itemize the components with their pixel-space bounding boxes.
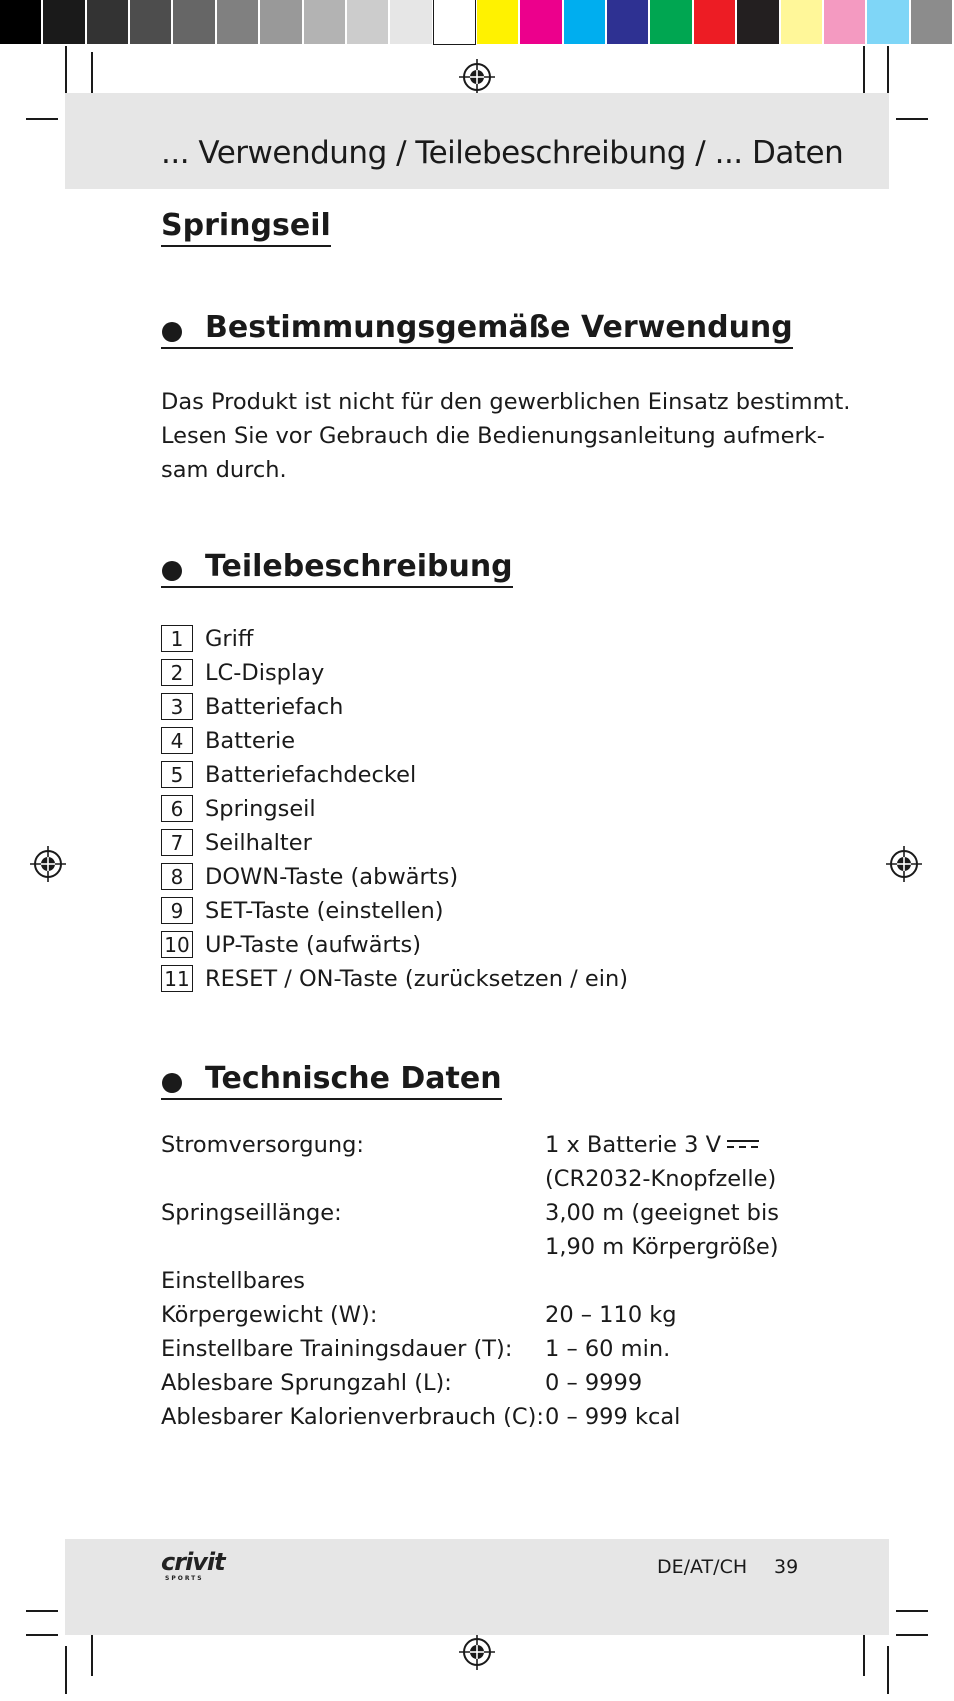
spec-value xyxy=(545,1132,759,1158)
paragraph-line: Lesen Sie vor Gebrauch die Bedienungsanleitung aufmerk- xyxy=(161,423,825,449)
crop-mark xyxy=(91,1628,93,1676)
color-swatch xyxy=(824,0,865,44)
part-number: 8 xyxy=(161,863,193,890)
color-swatch xyxy=(737,0,778,44)
section-heading-text: Bestimmungsgemäße Verwendung xyxy=(205,310,793,345)
color-swatch xyxy=(564,0,605,44)
page-header-title: ... Verwendung / Teilebeschreibung / ... Daten xyxy=(161,135,844,171)
color-swatch xyxy=(911,0,952,44)
crop-mark xyxy=(896,1610,928,1612)
part-number: 11 xyxy=(161,965,193,992)
part-number: 7 xyxy=(161,829,193,856)
part-number: 5 xyxy=(161,761,193,788)
part-label: Springseil xyxy=(205,796,316,822)
part-label: Batteriefachdeckel xyxy=(205,762,417,788)
crop-mark xyxy=(887,1646,889,1694)
color-swatch xyxy=(304,0,345,44)
color-swatch xyxy=(87,0,128,44)
crop-mark xyxy=(863,46,865,94)
spec-value: 20 – 110 kg xyxy=(545,1302,677,1328)
document-title: Springseil xyxy=(161,208,331,247)
crop-mark xyxy=(65,46,67,94)
footer-locale: DE/AT/CH xyxy=(657,1556,748,1578)
part-label: SET-Taste (einstellen) xyxy=(205,898,444,924)
part-label: LC-Display xyxy=(205,660,325,686)
bullet-dot-icon xyxy=(162,322,182,342)
registration-mark-icon xyxy=(458,1633,496,1671)
part-label: Griff xyxy=(205,626,254,652)
section-heading-text: Teilebeschreibung xyxy=(205,549,513,584)
part-label: UP-Taste (aufwärts) xyxy=(205,932,422,958)
section-heading-text: Technische Daten xyxy=(205,1061,502,1096)
color-swatch xyxy=(694,0,735,44)
section-heading-technical-data xyxy=(161,1061,502,1100)
direct-current-symbol-icon xyxy=(727,1140,759,1150)
part-number: 2 xyxy=(161,659,193,686)
spec-key: Springseillänge: xyxy=(161,1200,342,1226)
brand-logo-word: crivit xyxy=(161,1548,225,1576)
paragraph-line: Das Produkt ist nicht für den gewerblichen Einsatz bestimmt. xyxy=(161,389,851,415)
color-calibration-bar xyxy=(0,0,954,46)
spec-key: Einstellbares xyxy=(161,1268,306,1294)
spec-key: Körpergewicht (W): xyxy=(161,1302,378,1328)
part-number: 9 xyxy=(161,897,193,924)
part-number: 10 xyxy=(161,931,193,958)
section-heading-parts xyxy=(161,549,513,588)
part-number: 1 xyxy=(161,625,193,652)
part-label: Seilhalter xyxy=(205,830,312,856)
color-swatch xyxy=(0,0,41,44)
part-label: DOWN-Taste (abwärts) xyxy=(205,864,459,890)
brand-logo xyxy=(161,1548,231,1586)
spec-value: 0 – 9999 xyxy=(545,1370,643,1396)
spec-value: 1 – 60 min. xyxy=(545,1336,671,1362)
color-swatch xyxy=(867,0,908,44)
color-swatch xyxy=(434,0,475,44)
bullet-dot-icon xyxy=(162,561,182,581)
section-heading-intended-use xyxy=(161,310,793,349)
registration-mark-icon xyxy=(458,58,496,96)
color-swatch xyxy=(130,0,171,44)
color-swatch xyxy=(347,0,388,44)
spec-key: Ablesbarer Kalorienverbrauch (C): xyxy=(161,1404,544,1430)
color-swatch xyxy=(650,0,691,44)
color-swatch xyxy=(43,0,84,44)
intended-use-paragraph xyxy=(161,385,851,487)
spec-value: 0 – 999 kcal xyxy=(545,1404,681,1430)
part-number: 3 xyxy=(161,693,193,720)
color-swatch xyxy=(781,0,822,44)
part-label: Batterie xyxy=(205,728,296,754)
color-swatch xyxy=(477,0,518,44)
brand-logo-sub: SPORTS xyxy=(165,1575,204,1582)
color-swatch xyxy=(390,0,431,44)
crop-mark xyxy=(896,118,928,120)
color-swatch xyxy=(173,0,214,44)
crop-mark xyxy=(26,1634,58,1636)
spec-key: Einstellbare Trainingsdauer (T): xyxy=(161,1336,513,1362)
part-label: Batteriefach xyxy=(205,694,344,720)
crop-mark xyxy=(65,1646,67,1694)
spec-value: 1,90 m Körpergröße) xyxy=(545,1234,779,1260)
color-swatch xyxy=(520,0,561,44)
crop-mark xyxy=(887,46,889,94)
spec-key: Stromversorgung: xyxy=(161,1132,364,1158)
crop-mark xyxy=(863,1628,865,1676)
color-swatch xyxy=(607,0,648,44)
paragraph-line: sam durch. xyxy=(161,457,287,483)
part-number: 6 xyxy=(161,795,193,822)
part-number: 4 xyxy=(161,727,193,754)
spec-value-text: 1 x Batterie 3 V xyxy=(545,1132,722,1158)
crop-mark xyxy=(896,1634,928,1636)
crop-mark xyxy=(26,118,58,120)
spec-value: 3,00 m (geeignet bis xyxy=(545,1200,779,1226)
page-number: 39 xyxy=(774,1556,799,1578)
part-label: RESET / ON-Taste (zurücksetzen / ein) xyxy=(205,966,628,992)
crop-mark xyxy=(26,1610,58,1612)
color-swatch xyxy=(217,0,258,44)
bullet-dot-icon xyxy=(162,1073,182,1093)
registration-mark-icon xyxy=(29,845,67,883)
spec-value: (CR2032-Knopfzelle) xyxy=(545,1166,777,1192)
color-swatch xyxy=(260,0,301,44)
registration-mark-icon xyxy=(885,845,923,883)
spec-key: Ablesbare Sprungzahl (L): xyxy=(161,1370,452,1396)
